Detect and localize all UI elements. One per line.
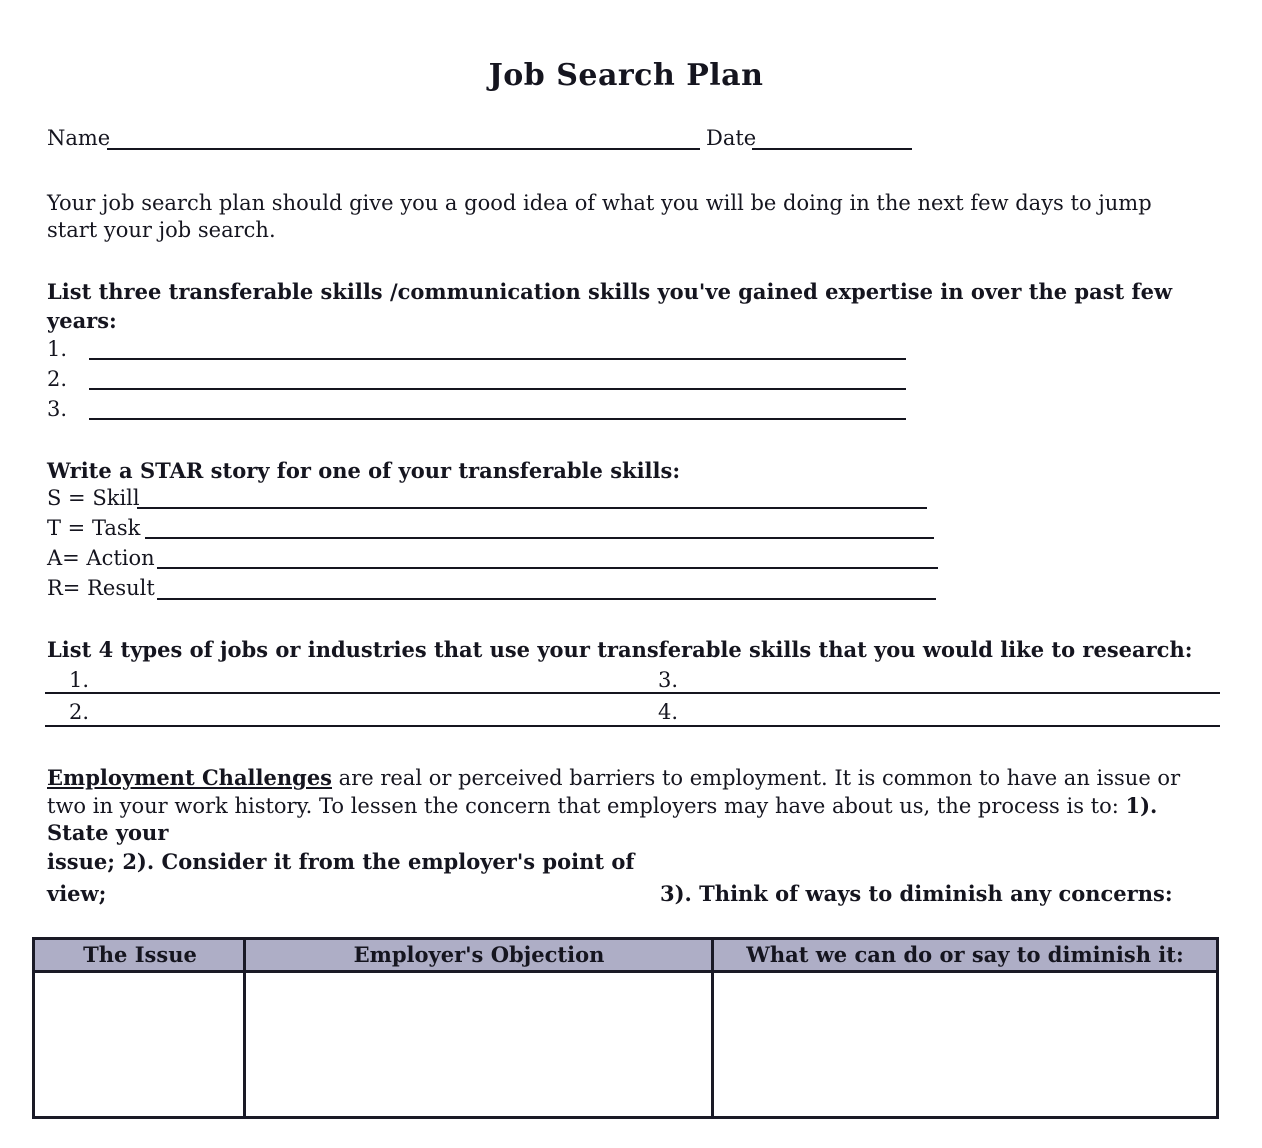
challenges-line-3: State your: [47, 820, 169, 845]
challenges-line-5-left: view;: [47, 881, 107, 906]
challenges-table: [32, 937, 1219, 1119]
jobs-heading: List 4 types of jobs or industries that use your transferable skills that you would like to research:: [47, 637, 1193, 662]
header-employers-objection: Employer's Objection: [353, 942, 605, 967]
star-skill-label: S = Skill: [47, 486, 140, 510]
challenges-line-4: issue; 2). Consider it from the employer's point of: [47, 849, 635, 874]
skills-heading-line-1: List three transferable skills /communication skills you've gained expertise in over the past few: [47, 279, 1173, 304]
skill-number-3: 3.: [47, 397, 68, 421]
issue-cell[interactable]: [35, 973, 243, 1116]
intro-line-2: start your job search.: [47, 218, 276, 242]
challenges-line-2-text: two in your work history. To lessen the concern that employers may have about us, the process is to:: [47, 794, 1126, 818]
objection-cell[interactable]: [246, 973, 711, 1116]
challenges-line-5-right: 3). Think of ways to diminish any concerns:: [660, 881, 1173, 906]
challenges-step-1: 1).: [1125, 793, 1158, 818]
star-heading: Write a STAR story for one of your transferable skills:: [47, 458, 681, 483]
job-number-2: 2.: [69, 700, 90, 724]
diminish-cell[interactable]: [714, 973, 1216, 1116]
star-action-label: A= Action: [47, 546, 155, 570]
skills-heading-line-2: years:: [47, 308, 117, 333]
date-field[interactable]: [752, 148, 912, 150]
star-skill-field[interactable]: [137, 507, 927, 509]
skill-2-field[interactable]: [89, 388, 906, 390]
skill-3-field[interactable]: [89, 418, 906, 420]
header-the-issue: The Issue: [83, 942, 197, 967]
intro-line-1: Your job search plan should give you a good idea of what you will be doing in the next few days to jump: [47, 191, 1152, 215]
skill-number-2: 2.: [47, 367, 68, 391]
challenges-line-2: [47, 792, 1157, 820]
challenges-term: Employment Challenges: [47, 765, 332, 790]
job-number-3: 3.: [658, 668, 679, 692]
star-action-field[interactable]: [157, 567, 938, 569]
jobs-row-2-field[interactable]: [45, 725, 1220, 727]
challenges-line-1-rest: are real or perceived barriers to employment. It is common to have an issue or: [332, 766, 1181, 790]
page-title: Job Search Plan: [488, 58, 764, 93]
skill-1-field[interactable]: [89, 358, 906, 360]
star-result-field[interactable]: [157, 598, 936, 600]
jobs-row-1-field[interactable]: [45, 692, 1220, 694]
name-field[interactable]: [107, 148, 700, 150]
star-result-label: R= Result: [47, 576, 155, 600]
challenges-line-1: [47, 764, 1180, 792]
star-task-label: T = Task: [47, 516, 141, 540]
table-header-row: [35, 940, 1216, 973]
date-label: Date: [706, 126, 757, 150]
star-task-field[interactable]: [145, 537, 934, 539]
header-what-we-can-do: What we can do or say to diminish it:: [746, 942, 1184, 967]
skill-number-1: 1.: [47, 337, 68, 361]
name-label: Name: [47, 126, 111, 150]
job-number-4: 4.: [658, 700, 679, 724]
job-number-1: 1.: [69, 668, 90, 692]
